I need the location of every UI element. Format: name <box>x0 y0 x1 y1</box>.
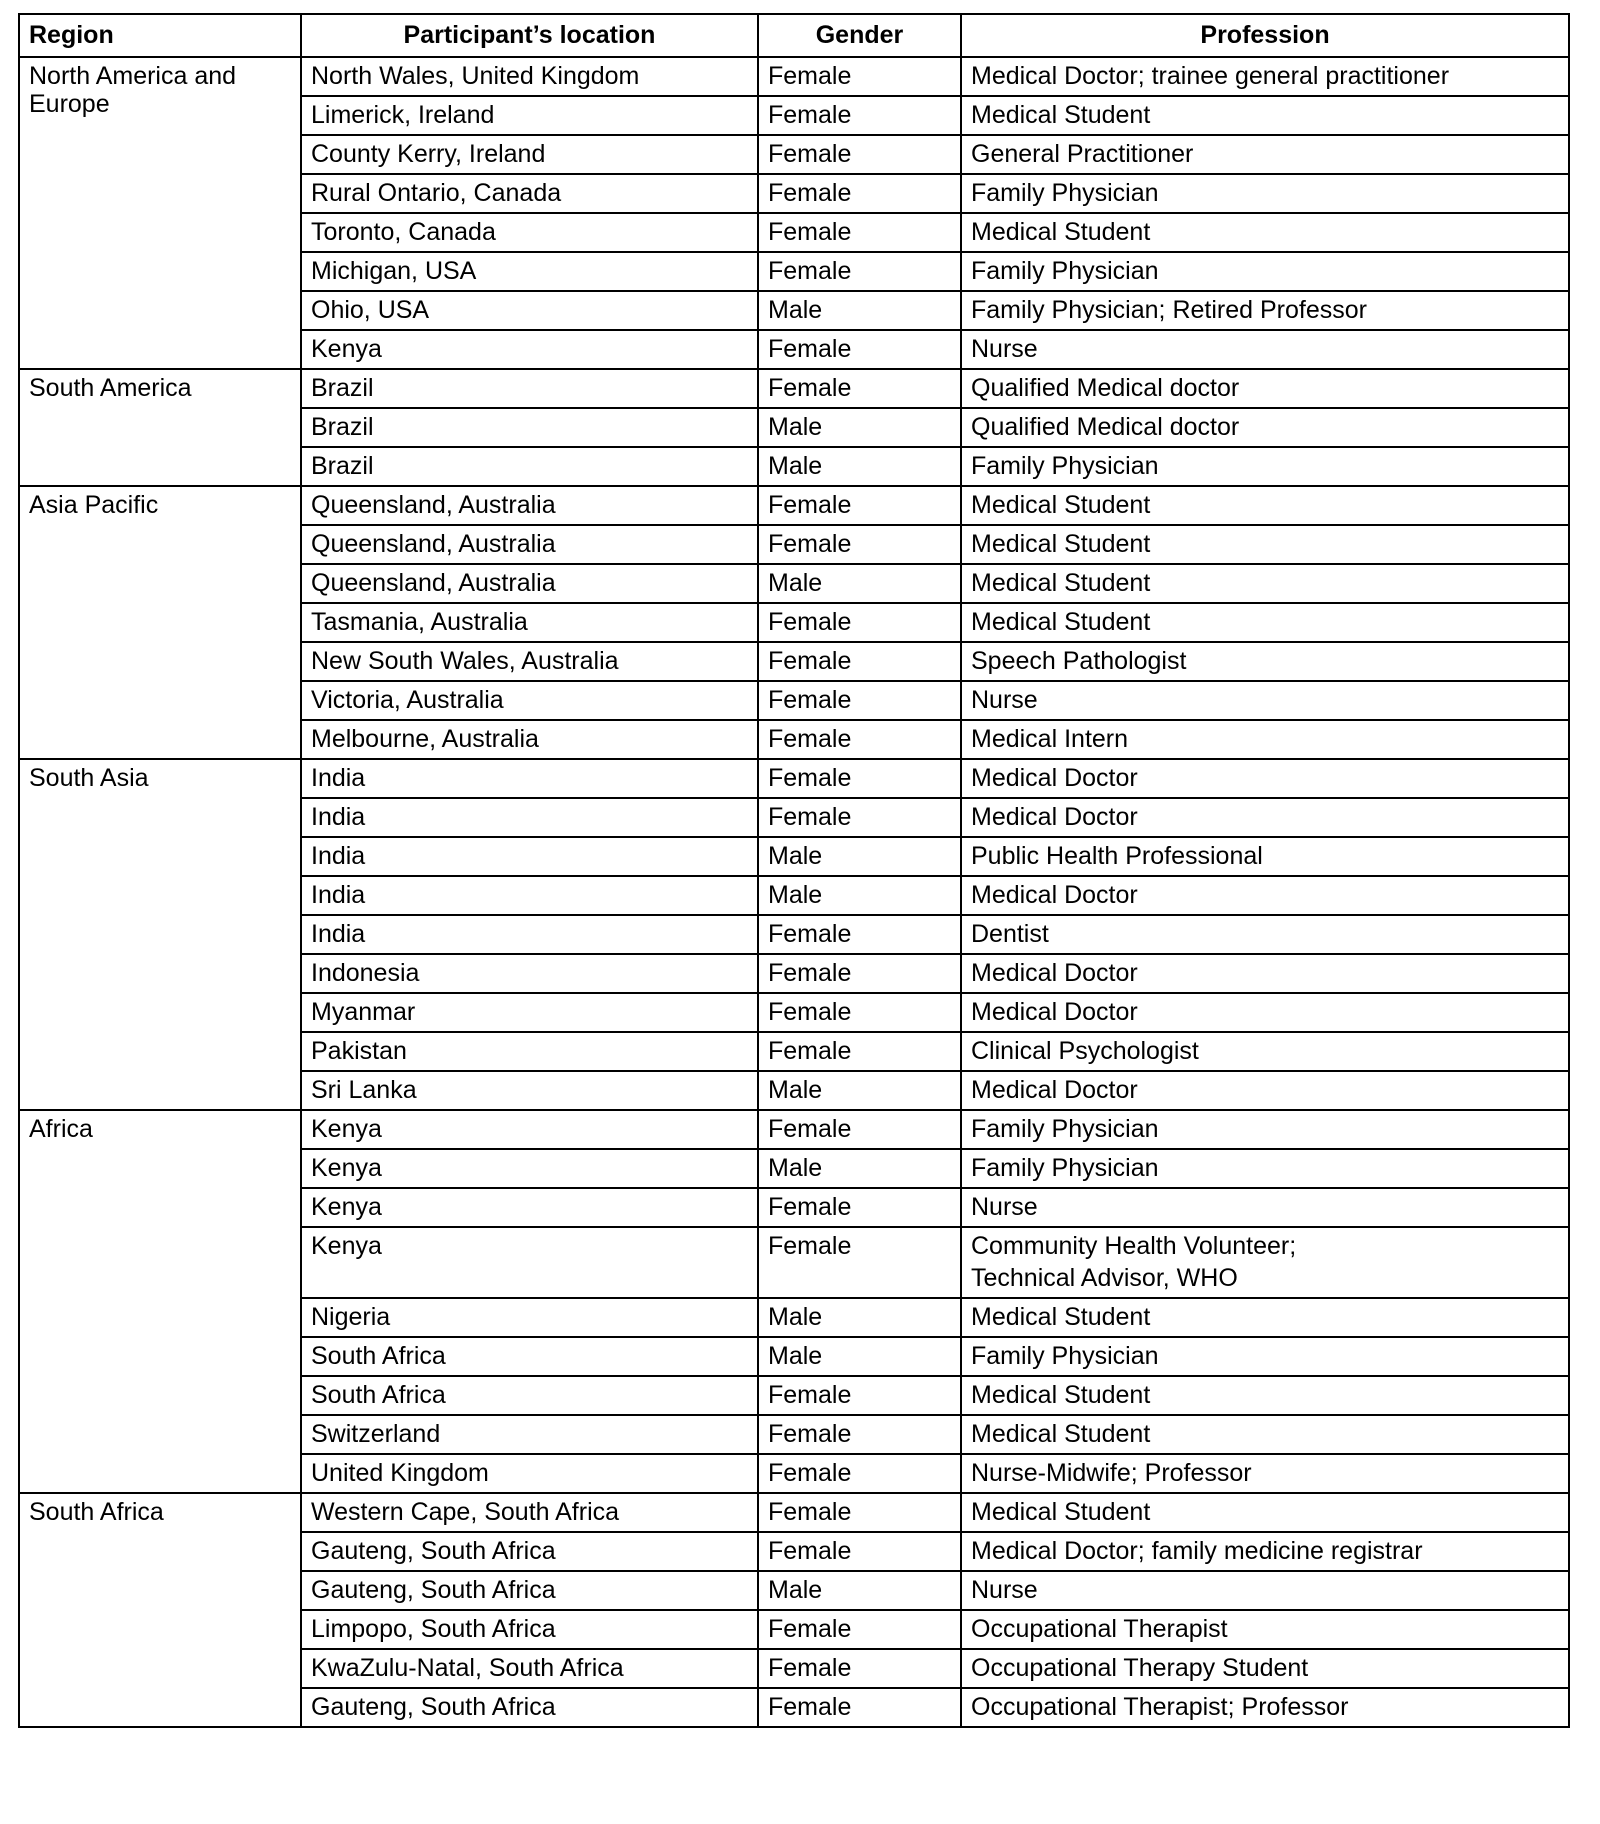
column-header-profession: Profession <box>961 14 1569 57</box>
profession-cell: Medical Doctor <box>961 954 1569 993</box>
gender-cell: Female <box>758 681 961 720</box>
profession-cell: Speech Pathologist <box>961 642 1569 681</box>
profession-cell: Medical Student <box>961 96 1569 135</box>
gender-cell: Male <box>758 564 961 603</box>
region-cell: South Asia <box>19 759 301 1110</box>
gender-cell: Male <box>758 1571 961 1610</box>
gender-cell: Female <box>758 603 961 642</box>
table-body <box>19 57 1569 1727</box>
profession-cell: Family Physician <box>961 447 1569 486</box>
profession-cell: Medical Doctor <box>961 798 1569 837</box>
profession-cell: Occupational Therapy Student <box>961 1649 1569 1688</box>
profession-cell: Nurse <box>961 1188 1569 1227</box>
profession-cell: General Practitioner <box>961 135 1569 174</box>
location-cell: KwaZulu-Natal, South Africa <box>301 1649 758 1688</box>
profession-cell: Medical Doctor <box>961 876 1569 915</box>
profession-cell: Medical Doctor; family medicine registrar <box>961 1532 1569 1571</box>
profession-cell: Medical Doctor <box>961 759 1569 798</box>
location-cell: Kenya <box>301 330 758 369</box>
location-cell: Queensland, Australia <box>301 486 758 525</box>
gender-cell: Female <box>758 174 961 213</box>
participants-table <box>18 13 1570 1728</box>
gender-cell: Male <box>758 1337 961 1376</box>
region-cell: South Africa <box>19 1493 301 1727</box>
gender-cell: Female <box>758 135 961 174</box>
gender-cell: Male <box>758 837 961 876</box>
profession-cell: Qualified Medical doctor <box>961 408 1569 447</box>
location-cell: Toronto, Canada <box>301 213 758 252</box>
gender-cell: Male <box>758 408 961 447</box>
location-cell: India <box>301 876 758 915</box>
gender-cell: Female <box>758 720 961 759</box>
gender-cell: Female <box>758 96 961 135</box>
gender-cell: Female <box>758 1376 961 1415</box>
location-cell: Queensland, Australia <box>301 525 758 564</box>
gender-cell: Female <box>758 369 961 408</box>
table-row <box>19 369 1569 408</box>
column-header-region: Region <box>19 14 301 57</box>
location-cell: Queensland, Australia <box>301 564 758 603</box>
location-cell: Michigan, USA <box>301 252 758 291</box>
profession-cell: Dentist <box>961 915 1569 954</box>
location-cell: Gauteng, South Africa <box>301 1532 758 1571</box>
table-row <box>19 1493 1569 1532</box>
gender-cell: Female <box>758 525 961 564</box>
location-cell: Gauteng, South Africa <box>301 1571 758 1610</box>
gender-cell: Female <box>758 993 961 1032</box>
table-row <box>19 1110 1569 1149</box>
profession-cell: Family Physician; Retired Professor <box>961 291 1569 330</box>
gender-cell: Female <box>758 1032 961 1071</box>
location-cell: Nigeria <box>301 1298 758 1337</box>
gender-cell: Female <box>758 642 961 681</box>
gender-cell: Male <box>758 291 961 330</box>
location-cell: India <box>301 798 758 837</box>
location-cell: Kenya <box>301 1227 758 1298</box>
gender-cell: Female <box>758 486 961 525</box>
gender-cell: Female <box>758 1649 961 1688</box>
gender-cell: Female <box>758 57 961 96</box>
profession-cell: Medical Doctor <box>961 993 1569 1032</box>
location-cell: Kenya <box>301 1149 758 1188</box>
profession-cell: Medical Student <box>961 1493 1569 1532</box>
region-cell: South America <box>19 369 301 486</box>
gender-cell: Female <box>758 1454 961 1493</box>
profession-cell: Medical Doctor; trainee general practitioner <box>961 57 1569 96</box>
gender-cell: Male <box>758 1298 961 1337</box>
location-cell: Brazil <box>301 369 758 408</box>
profession-cell: Medical Student <box>961 1415 1569 1454</box>
location-cell: Myanmar <box>301 993 758 1032</box>
gender-cell: Male <box>758 447 961 486</box>
location-cell: Limerick, Ireland <box>301 96 758 135</box>
profession-cell <box>961 1227 1569 1298</box>
location-cell: New South Wales, Australia <box>301 642 758 681</box>
table-row <box>19 57 1569 96</box>
location-cell: India <box>301 915 758 954</box>
table-header-row <box>19 14 1569 57</box>
gender-cell: Female <box>758 798 961 837</box>
gender-cell: Female <box>758 1493 961 1532</box>
location-cell: County Kerry, Ireland <box>301 135 758 174</box>
location-cell: Victoria, Australia <box>301 681 758 720</box>
location-cell: India <box>301 837 758 876</box>
location-cell: Tasmania, Australia <box>301 603 758 642</box>
profession-cell: Qualified Medical doctor <box>961 369 1569 408</box>
location-cell: Sri Lanka <box>301 1071 758 1110</box>
profession-cell: Family Physician <box>961 1149 1569 1188</box>
location-cell: Pakistan <box>301 1032 758 1071</box>
region-cell: North America and Europe <box>19 57 301 369</box>
profession-cell: Medical Student <box>961 213 1569 252</box>
profession-cell: Medical Doctor <box>961 1071 1569 1110</box>
location-cell: Brazil <box>301 447 758 486</box>
location-cell: Melbourne, Australia <box>301 720 758 759</box>
gender-cell: Female <box>758 1227 961 1298</box>
profession-cell: Medical Student <box>961 486 1569 525</box>
column-header-location: Participant’s location <box>301 14 758 57</box>
region-cell: Africa <box>19 1110 301 1493</box>
profession-cell: Medical Student <box>961 1376 1569 1415</box>
location-cell: Limpopo, South Africa <box>301 1610 758 1649</box>
profession-cell: Medical Student <box>961 564 1569 603</box>
profession-cell: Medical Student <box>961 525 1569 564</box>
gender-cell: Male <box>758 1149 961 1188</box>
gender-cell: Female <box>758 330 961 369</box>
profession-cell: Family Physician <box>961 174 1569 213</box>
location-cell: Switzerland <box>301 1415 758 1454</box>
profession-cell: Medical Student <box>961 603 1569 642</box>
gender-cell: Female <box>758 252 961 291</box>
gender-cell: Female <box>758 915 961 954</box>
location-cell: South Africa <box>301 1376 758 1415</box>
gender-cell: Female <box>758 1110 961 1149</box>
cell-line: Community Health Volunteer; <box>971 1232 1297 1260</box>
location-cell: Indonesia <box>301 954 758 993</box>
location-cell: South Africa <box>301 1337 758 1376</box>
region-cell: Asia Pacific <box>19 486 301 759</box>
profession-cell: Family Physician <box>961 1337 1569 1376</box>
profession-cell: Occupational Therapist <box>961 1610 1569 1649</box>
profession-cell: Nurse <box>961 330 1569 369</box>
gender-cell: Male <box>758 1071 961 1110</box>
location-cell: Brazil <box>301 408 758 447</box>
cell-line: Technical Advisor, WHO <box>971 1264 1238 1292</box>
table-row <box>19 759 1569 798</box>
gender-cell: Female <box>758 1610 961 1649</box>
gender-cell: Female <box>758 1415 961 1454</box>
profession-cell: Nurse <box>961 1571 1569 1610</box>
gender-cell: Female <box>758 1532 961 1571</box>
location-cell: Ohio, USA <box>301 291 758 330</box>
profession-cell: Occupational Therapist; Professor <box>961 1688 1569 1727</box>
profession-cell: Family Physician <box>961 1110 1569 1149</box>
location-cell: United Kingdom <box>301 1454 758 1493</box>
gender-cell: Female <box>758 1188 961 1227</box>
table-row <box>19 486 1569 525</box>
profession-cell: Medical Student <box>961 1298 1569 1337</box>
location-cell: Kenya <box>301 1110 758 1149</box>
gender-cell: Female <box>758 213 961 252</box>
profession-cell: Nurse <box>961 681 1569 720</box>
profession-cell: Medical Intern <box>961 720 1569 759</box>
column-header-gender: Gender <box>758 14 961 57</box>
location-cell: Gauteng, South Africa <box>301 1688 758 1727</box>
gender-cell: Female <box>758 1688 961 1727</box>
gender-cell: Male <box>758 876 961 915</box>
table-header <box>19 14 1569 57</box>
gender-cell: Female <box>758 759 961 798</box>
location-cell: Kenya <box>301 1188 758 1227</box>
gender-cell: Female <box>758 954 961 993</box>
profession-cell: Public Health Professional <box>961 837 1569 876</box>
location-cell: North Wales, United Kingdom <box>301 57 758 96</box>
profession-cell: Clinical Psychologist <box>961 1032 1569 1071</box>
location-cell: Western Cape, South Africa <box>301 1493 758 1532</box>
location-cell: Rural Ontario, Canada <box>301 174 758 213</box>
participants-table-container <box>18 13 1568 1728</box>
location-cell: India <box>301 759 758 798</box>
profession-cell: Family Physician <box>961 252 1569 291</box>
profession-cell: Nurse-Midwife; Professor <box>961 1454 1569 1493</box>
